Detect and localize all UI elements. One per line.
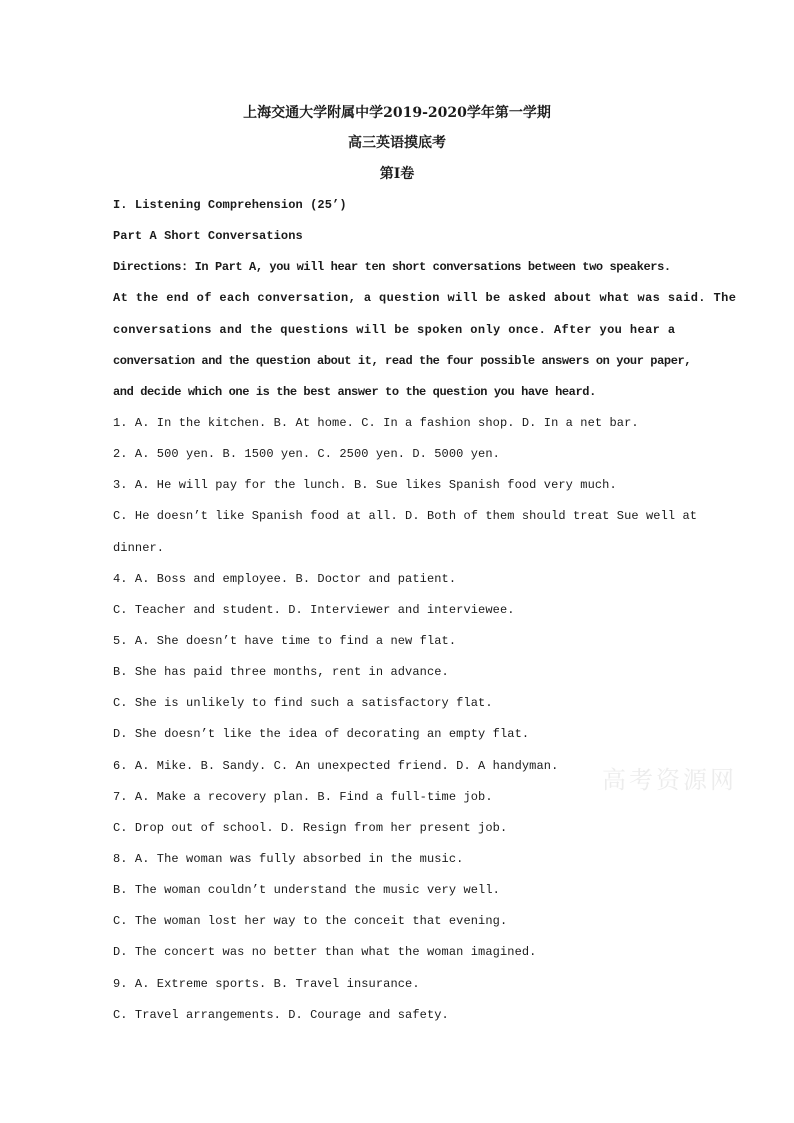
question-line: C. Drop out of school. D. Resign from her present job. [113,820,508,835]
question-line: 7. A. Make a recovery plan. B. Find a full-time job. [113,789,493,804]
question-line: dinner. [113,540,165,555]
exam-body [113,195,737,1036]
directions-line: Directions: In Part A, you will hear ten short conversations between two speakers. [113,260,671,275]
watermark: 高考资源网 [602,766,737,794]
section-heading: I. Listening Comprehension (25’) [113,198,347,212]
question-line: 8. A. The woman was fully absorbed in the music. [113,851,464,866]
question-line: D. The concert was no better than what the woman imagined. [113,945,537,960]
directions-line: conversation and the question about it, read the four possible answers on your paper, [113,353,692,368]
question-line: 2. A. 500 yen. B. 1500 yen. C. 2500 yen. D. 5000 yen. [113,447,500,462]
question-line: 3. A. He will pay for the lunch. B. Sue likes Spanish food very much. [113,478,617,493]
question-line: C. She is unlikely to find such a satisfactory flat. [113,696,493,711]
question-line: 9. A. Extreme sports. B. Travel insurance. [113,976,420,991]
directions-line: At the end of each conversation, a question will be asked about what was said. The [113,291,737,306]
question-line: B. The woman couldn’t understand the music very well. [113,883,500,898]
question-line: 5. A. She doesn’t have time to find a new flat. [113,633,457,648]
question-line: 6. A. Mike. B. Sandy. C. An unexpected friend. D. A handyman. [113,758,559,773]
question-line: D. She doesn’t like the idea of decorating an empty flat. [113,727,530,742]
question-line: C. Teacher and student. D. Interviewer and interviewee. [113,602,515,617]
question-line: C. The woman lost her way to the conceit that evening. [113,914,508,929]
question-line: 1. A. In the kitchen. B. At home. C. In a fashion shop. D. In a net bar. [113,415,639,430]
question-line: 4. A. Boss and employee. B. Doctor and patient. [113,571,457,586]
directions-line: and decide which one is the best answer to the question you have heard. [113,384,596,399]
volume-title: 第I卷 [379,166,415,182]
school-title: 上海交通大学附属中学2019-2020学年第一学期 [243,105,551,121]
question-line: C. He doesn’t like Spanish food at all. D. Both of them should treat Sue well at [113,509,698,524]
question-line: C. Travel arrangements. D. Courage and safety. [113,1007,449,1022]
part-heading: Part A Short Conversations [113,229,303,244]
directions-line: conversations and the questions will be spoken only once. After you hear a [113,322,676,337]
question-line: B. She has paid three months, rent in advance. [113,665,449,680]
exam-title: 高三英语摸底考 [348,135,446,151]
